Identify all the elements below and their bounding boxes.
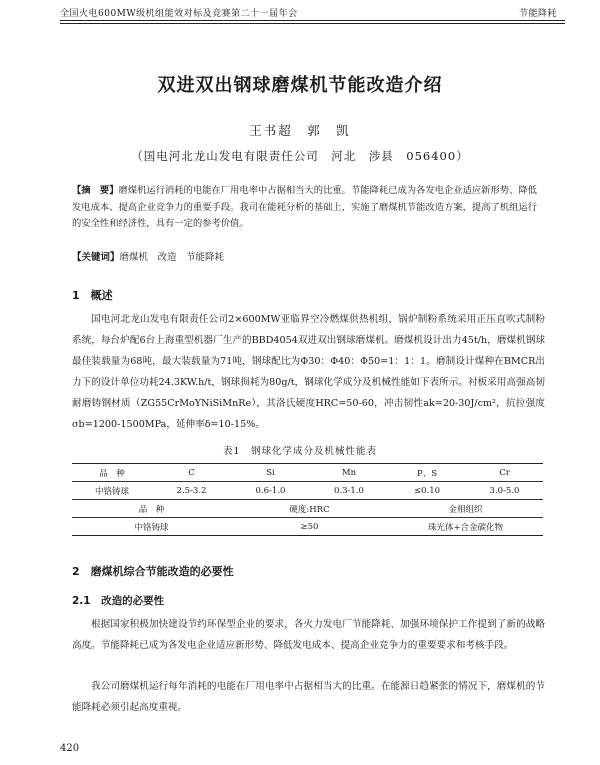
table-cell: ≥50 — [231, 518, 388, 536]
table-cell: 金相组织 — [388, 500, 543, 518]
table-cell: ≤0.10 — [388, 482, 466, 500]
keywords-text: 磨煤机 改造 节能降耗 — [119, 252, 225, 263]
table-row — [72, 464, 543, 482]
table-cell: 0.3-1.0 — [310, 482, 388, 500]
abstract — [72, 183, 537, 233]
table-cell: Si — [231, 464, 310, 482]
keywords-label: 【关键词】 — [72, 252, 120, 263]
section-1-heading: 1 概述 — [72, 289, 113, 302]
table-caption: 表1 钢球化学成分及机械性能表 — [222, 446, 378, 457]
table-cell: 中铬铸球 — [72, 518, 231, 536]
table-cell: Cr — [466, 464, 543, 482]
paper-title: 双进双出钢球磨煤机节能改造介绍 — [157, 75, 443, 96]
table-cell: Mn — [310, 464, 388, 482]
table-cell: C — [152, 464, 231, 482]
section-1-paragraph: 国电河北龙山发电有限责任公司2×600MW亚临界空冷燃煤供热机组，锅炉制粉系统采用正压直吹式制粉系统，每台炉配6台上海重型机器厂生产的BBD4054双进双出钢球磨煤机。磨煤机设计出力45t/h，磨煤机钢球最佳装载量为68吨，最大装载量为71吨，钢球配比为Φ30：Φ40：Φ50=1：1：1。磨制设计煤种在BMCR出力下的设计单位功耗24.3KW.h/t，钢球损耗为80g/t，钢球化学成分及机械性能如下表所示。衬板采用高强高韧耐磨铸钢材质（ZG55CrMoYNiSiMnRe），其洛氏硬度HRC=50-60，冲击韧性ak=20-30J/cm²，抗拉强度σb=1200-1500MPa，延伸率δ=10-15%。 — [72, 314, 545, 430]
header-rule-thick — [60, 20, 565, 21]
affiliation: （国电河北龙山发电有限责任公司 河北 涉县 056400） — [131, 149, 469, 163]
table-cell: 3.0-5.0 — [466, 482, 543, 500]
running-header-left: 全国火电600MW级机组能效对标及竞赛第二十一届年会 — [60, 9, 298, 19]
table-cell: 硬度:HRC — [231, 500, 388, 518]
table-row — [72, 482, 543, 500]
header-rule-thin — [60, 23, 565, 24]
subsection-2-1-heading: 2.1 改造的必要性 — [72, 595, 165, 607]
table-cell: 中铬铸球 — [72, 482, 152, 500]
table-row — [72, 518, 543, 536]
table-cell: 品 种 — [72, 464, 152, 482]
table-cell: 品 种 — [72, 500, 231, 518]
running-header-right: 节能降耗 — [519, 9, 558, 19]
table-cell: 珠光体+合金碳化物 — [388, 518, 543, 536]
section-2-1-paragraph-1: 根据国家积极加快建设节约环保型企业的要求，各火力发电厂节能降耗、加强环境保护工作提到了新的战略高度。节能降耗已成为各发电企业适应新形势、降低发电成本、提高企业竞争力的重要要求和考核手段。 — [72, 619, 545, 651]
authors: 王书超 郭 凯 — [249, 123, 351, 138]
abstract-text: 磨煤机运行消耗的电能在厂用电率中占据相当大的比重。节能降耗已成为各发电企业适应新形势、降低发电成本、提高企业竞争力的重要手段。我司在能耗分析的基础上，实施了磨煤机节能改造方案，提高了机组运行的安全性和经济性，具有一定的参考价值。 — [72, 185, 537, 229]
table-cell: 2.5-3.2 — [152, 482, 231, 500]
table-cell: 0.6-1.0 — [231, 482, 310, 500]
section-2-1-paragraph-2: 我公司磨煤机运行每年消耗的电能在厂用电率中占据相当大的比重。在能源日趋紧张的情况下，磨煤机的节能降耗必须引起高度重视。 — [72, 681, 545, 713]
abstract-label: 【摘 要】 — [72, 185, 119, 196]
section-2-heading: 2 磨煤机综合节能改造的必要性 — [72, 565, 234, 578]
page-number: 420 — [60, 743, 80, 754]
table-cell: P、S — [388, 464, 466, 482]
material-table — [72, 463, 543, 536]
table-row — [72, 500, 543, 518]
keywords — [72, 249, 224, 263]
